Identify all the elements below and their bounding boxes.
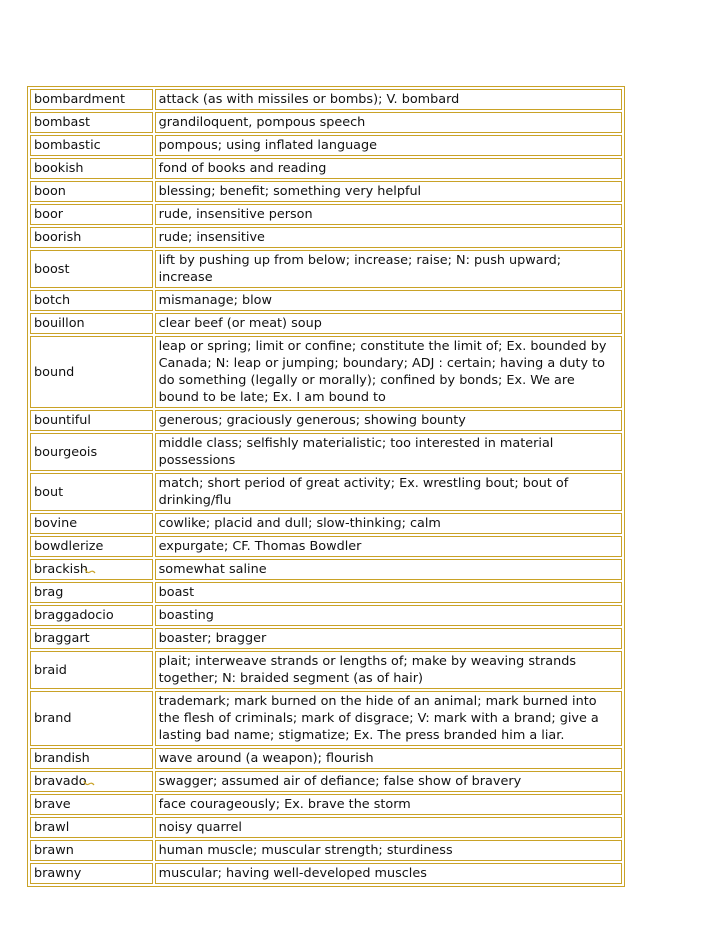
term-text: brave — [34, 797, 71, 812]
term-cell — [30, 794, 153, 815]
table-row — [30, 135, 622, 156]
definition-cell — [155, 628, 622, 649]
term-text: boost — [34, 261, 70, 277]
table-row — [30, 181, 622, 202]
term-cell — [30, 817, 153, 838]
term-text: boon — [34, 184, 66, 199]
definition-cell — [155, 651, 622, 689]
definition-cell — [155, 536, 622, 557]
term-cell — [30, 227, 153, 248]
definition-text: trademark; mark burned on the hide of an animal; mark burned into the flesh of criminals; mark of disgrace; V: mark with a brand; give a lasting bad name; stigmatize; Ex. The press branded him a liar. — [158, 694, 599, 743]
table-row — [30, 290, 622, 311]
vocabulary-table — [27, 86, 625, 887]
term-cell — [30, 181, 153, 202]
table-row — [30, 158, 622, 179]
term-text: bombast — [34, 115, 91, 130]
term-text: braid — [34, 662, 67, 678]
term-text: bountiful — [34, 413, 91, 428]
table-row — [30, 250, 622, 288]
definition-cell — [155, 748, 622, 769]
definition-text: match; short period of great activity; Ex. wrestling bout; bout of drinking/flu — [158, 476, 569, 508]
definition-cell — [155, 290, 622, 311]
definition-text: pompous; using inflated language — [158, 138, 378, 153]
table-row — [30, 628, 622, 649]
table-row — [30, 794, 622, 815]
term-text: brand — [34, 711, 72, 726]
definition-text: middle class; selfishly materialistic; too interested in material possessions — [158, 436, 554, 468]
term-cell — [30, 691, 153, 746]
definition-cell — [155, 433, 622, 471]
table-row — [30, 840, 622, 861]
definition-cell — [155, 559, 622, 580]
term-text: botch — [34, 293, 71, 308]
term-cell — [30, 651, 153, 689]
term-cell — [30, 628, 153, 649]
definition-text: blessing; benefit; something very helpful — [158, 184, 422, 199]
table-row — [30, 536, 622, 557]
definition-cell — [155, 582, 622, 603]
table-row — [30, 863, 622, 884]
definition-text: somewhat saline — [158, 562, 267, 577]
definition-cell — [155, 89, 622, 110]
term-text: brawny — [34, 866, 82, 881]
definition-text: human muscle; muscular strength; sturdiness — [158, 843, 453, 858]
definition-text: rude, insensitive person — [158, 207, 313, 222]
table-row — [30, 582, 622, 603]
definition-cell — [155, 181, 622, 202]
term-cell — [30, 250, 153, 288]
vocabulary-table-body — [30, 89, 622, 884]
definition-cell — [155, 204, 622, 225]
term-cell — [30, 771, 153, 792]
term-text: bookish — [34, 161, 84, 176]
term-cell — [30, 290, 153, 311]
definition-cell — [155, 691, 622, 746]
table-row — [30, 473, 622, 511]
table-row — [30, 651, 622, 689]
definition-text: plait; interweave strands or lengths of; make by weaving strands together; N: braided segment (as of hair) — [158, 654, 577, 686]
table-row — [30, 748, 622, 769]
term-text: brandish — [34, 751, 90, 766]
term-cell — [30, 513, 153, 534]
annotation-squiggle-icon — [87, 775, 95, 785]
definition-cell — [155, 817, 622, 838]
term-cell — [30, 582, 153, 603]
definition-text: face courageously; Ex. brave the storm — [158, 797, 411, 812]
definition-text: expurgate; CF. Thomas Bowdler — [158, 539, 362, 554]
definition-cell — [155, 863, 622, 884]
definition-text: attack (as with missiles or bombs); V. bombard — [158, 92, 460, 107]
definition-text: cowlike; placid and dull; slow-thinking; calm — [158, 516, 441, 531]
definition-text: generous; graciously generous; showing bounty — [158, 413, 466, 428]
definition-cell — [155, 336, 622, 408]
table-row — [30, 336, 622, 408]
definition-cell — [155, 112, 622, 133]
term-cell — [30, 135, 153, 156]
table-row — [30, 313, 622, 334]
table-row — [30, 513, 622, 534]
definition-cell — [155, 250, 622, 288]
term-cell — [30, 89, 153, 110]
term-cell — [30, 473, 153, 511]
term-text: brawn — [34, 843, 74, 858]
table-row — [30, 204, 622, 225]
term-cell — [30, 605, 153, 626]
term-text: bouillon — [34, 316, 85, 331]
table-row — [30, 771, 622, 792]
definition-cell — [155, 313, 622, 334]
table-row — [30, 605, 622, 626]
term-text: braggadocio — [34, 608, 114, 623]
table-row — [30, 227, 622, 248]
definition-cell — [155, 410, 622, 431]
table-row — [30, 112, 622, 133]
term-text: bombastic — [34, 138, 101, 153]
definition-text: boaster; bragger — [158, 631, 267, 646]
definition-text: leap or spring; limit or confine; constitute the limit of; Ex. bounded by Canada; N: leap or jumping; boundary; ADJ : certain; having a duty to do something (legally or morally); confined by bonds; Ex. We are bound to be late; Ex. I am bound to — [158, 339, 607, 405]
definition-cell — [155, 771, 622, 792]
definition-cell — [155, 158, 622, 179]
term-cell — [30, 204, 153, 225]
term-text: bombardment — [34, 92, 126, 107]
definition-cell — [155, 513, 622, 534]
definition-text: noisy quarrel — [158, 820, 242, 835]
term-text: bovine — [34, 516, 78, 531]
term-cell — [30, 158, 153, 179]
table-row — [30, 691, 622, 746]
definition-text: boast — [158, 585, 195, 600]
term-cell — [30, 112, 153, 133]
table-row — [30, 410, 622, 431]
term-text: boor — [34, 207, 64, 222]
term-cell — [30, 559, 153, 580]
definition-text: grandiloquent, pompous speech — [158, 115, 366, 130]
term-cell — [30, 840, 153, 861]
term-cell — [30, 336, 153, 408]
definition-text: wave around (a weapon); flourish — [158, 751, 374, 766]
definition-text: muscular; having well-developed muscles — [158, 866, 427, 881]
table-row — [30, 433, 622, 471]
definition-text: swagger; assumed air of defiance; false show of bravery — [158, 774, 522, 789]
term-text: bound — [34, 364, 75, 380]
term-text: boorish — [34, 230, 82, 245]
definition-cell — [155, 135, 622, 156]
definition-cell — [155, 840, 622, 861]
definition-cell — [155, 605, 622, 626]
table-row — [30, 559, 622, 580]
definition-text: mismanage; blow — [158, 293, 272, 308]
term-cell — [30, 748, 153, 769]
term-text: bowdlerize — [34, 539, 104, 554]
definition-text: rude; insensitive — [158, 230, 265, 245]
term-cell — [30, 313, 153, 334]
definition-cell — [155, 473, 622, 511]
term-text: bourgeois — [34, 444, 98, 460]
term-text: brawl — [34, 820, 70, 835]
term-cell — [30, 410, 153, 431]
term-cell — [30, 536, 153, 557]
table-row — [30, 89, 622, 110]
definition-cell — [155, 794, 622, 815]
definition-text: lift by pushing up from below; increase; raise; N: push upward; increase — [158, 253, 562, 285]
term-cell — [30, 433, 153, 471]
definition-text: fond of books and reading — [158, 161, 327, 176]
term-cell — [30, 863, 153, 884]
annotation-squiggle-icon — [88, 563, 96, 573]
definition-text: clear beef (or meat) soup — [158, 316, 322, 331]
term-text: brackish — [34, 562, 89, 577]
term-text: brag — [34, 585, 64, 600]
term-text: bout — [34, 484, 64, 500]
term-text: bravado — [34, 774, 87, 789]
table-row — [30, 817, 622, 838]
term-text: braggart — [34, 631, 90, 646]
definition-cell — [155, 227, 622, 248]
definition-text: boasting — [158, 608, 214, 623]
